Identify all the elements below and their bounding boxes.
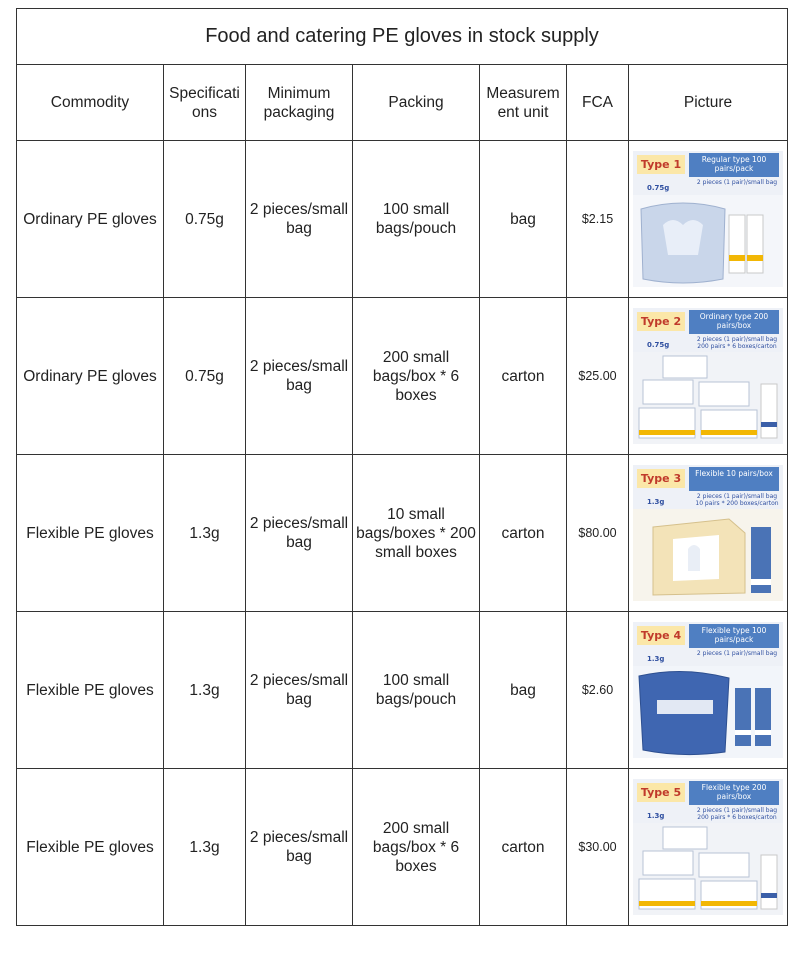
cell-specification: 1.3g [164, 612, 246, 769]
type-ribbon: Regular type 100 pairs/pack [689, 153, 779, 177]
table-row [17, 769, 788, 926]
cell-commodity: Ordinary PE gloves [17, 141, 164, 298]
cell-packing: 100 small bags/pouch [353, 141, 480, 298]
cell-measurement-unit: carton [480, 769, 567, 926]
product-photo [633, 509, 783, 601]
cell-commodity: Ordinary PE gloves [17, 298, 164, 455]
product-image [633, 308, 783, 444]
weight-label: 1.3g [647, 812, 665, 820]
weight-label: 1.3g [647, 655, 665, 663]
header-minimum-packaging: Minimum packaging [246, 65, 353, 141]
cell-fca-price: $25.00 [567, 298, 629, 455]
product-image [633, 622, 783, 758]
packing-note: 2 pieces (1 pair)/small bag 200 pairs * 6 boxes/carton [696, 336, 778, 350]
product-table [16, 8, 788, 926]
cell-minimum-packaging: 2 pieces/small bag [246, 769, 353, 926]
cell-packing: 200 small bags/box * 6 boxes [353, 769, 480, 926]
table-row [17, 141, 788, 298]
cell-specification: 0.75g [164, 298, 246, 455]
header-commodity: Commodity [17, 65, 164, 141]
header-specifications: Specificati ons [164, 65, 246, 141]
cell-specification: 0.75g [164, 141, 246, 298]
header-picture: Picture [629, 65, 788, 141]
product-photo [633, 666, 783, 758]
cell-measurement-unit: carton [480, 455, 567, 612]
cell-packing: 100 small bags/pouch [353, 612, 480, 769]
cell-specification: 1.3g [164, 769, 246, 926]
table-row [17, 612, 788, 769]
weight-label: 1.3g [647, 498, 665, 506]
weight-label: 0.75g [647, 341, 670, 349]
cell-minimum-packaging: 2 pieces/small bag [246, 141, 353, 298]
cell-measurement-unit: carton [480, 298, 567, 455]
product-photo [633, 823, 783, 915]
packing-note: 2 pieces (1 pair)/small bag 200 pairs * 6 boxes/carton [696, 807, 778, 821]
header-packing: Packing [353, 65, 480, 141]
packing-note: 2 pieces (1 pair)/small bag [696, 650, 778, 657]
table-row [17, 298, 788, 455]
cell-picture [629, 141, 788, 298]
table-row [17, 455, 788, 612]
cell-minimum-packaging: 2 pieces/small bag [246, 455, 353, 612]
table-title: Food and catering PE gloves in stock supply [17, 9, 788, 65]
type-ribbon: Flexible 10 pairs/box [689, 467, 779, 491]
header-fca: FCA [567, 65, 629, 141]
header-row [17, 65, 788, 141]
product-image [633, 779, 783, 915]
cell-picture [629, 455, 788, 612]
cell-fca-price: $2.15 [567, 141, 629, 298]
type-badge: Type 4 [637, 626, 685, 645]
product-image [633, 151, 783, 287]
product-photo [633, 195, 783, 287]
cell-measurement-unit: bag [480, 612, 567, 769]
type-badge: Type 1 [637, 155, 685, 174]
cell-commodity: Flexible PE gloves [17, 612, 164, 769]
cell-specification: 1.3g [164, 455, 246, 612]
cell-fca-price: $80.00 [567, 455, 629, 612]
product-photo [633, 352, 783, 444]
type-ribbon: Flexible type 200 pairs/box [689, 781, 779, 805]
cell-packing: 10 small bags/boxes * 200 small boxes [353, 455, 480, 612]
cell-commodity: Flexible PE gloves [17, 455, 164, 612]
header-measurement-unit: Measurem ent unit [480, 65, 567, 141]
cell-fca-price: $2.60 [567, 612, 629, 769]
cell-picture [629, 612, 788, 769]
cell-commodity: Flexible PE gloves [17, 769, 164, 926]
type-badge: Type 3 [637, 469, 685, 488]
type-ribbon: Ordinary type 200 pairs/box [689, 310, 779, 334]
cell-picture [629, 769, 788, 926]
packing-note: 2 pieces (1 pair)/small bag 10 pairs * 200 boxes/carton [695, 493, 779, 507]
weight-label: 0.75g [647, 184, 670, 192]
cell-minimum-packaging: 2 pieces/small bag [246, 612, 353, 769]
type-badge: Type 2 [637, 312, 685, 331]
packing-note: 2 pieces (1 pair)/small bag [696, 179, 778, 186]
type-ribbon: Flexible type 100 pairs/pack [689, 624, 779, 648]
type-badge: Type 5 [637, 783, 685, 802]
cell-packing: 200 small bags/box * 6 boxes [353, 298, 480, 455]
cell-picture [629, 298, 788, 455]
cell-fca-price: $30.00 [567, 769, 629, 926]
cell-measurement-unit: bag [480, 141, 567, 298]
cell-minimum-packaging: 2 pieces/small bag [246, 298, 353, 455]
product-image [633, 465, 783, 601]
